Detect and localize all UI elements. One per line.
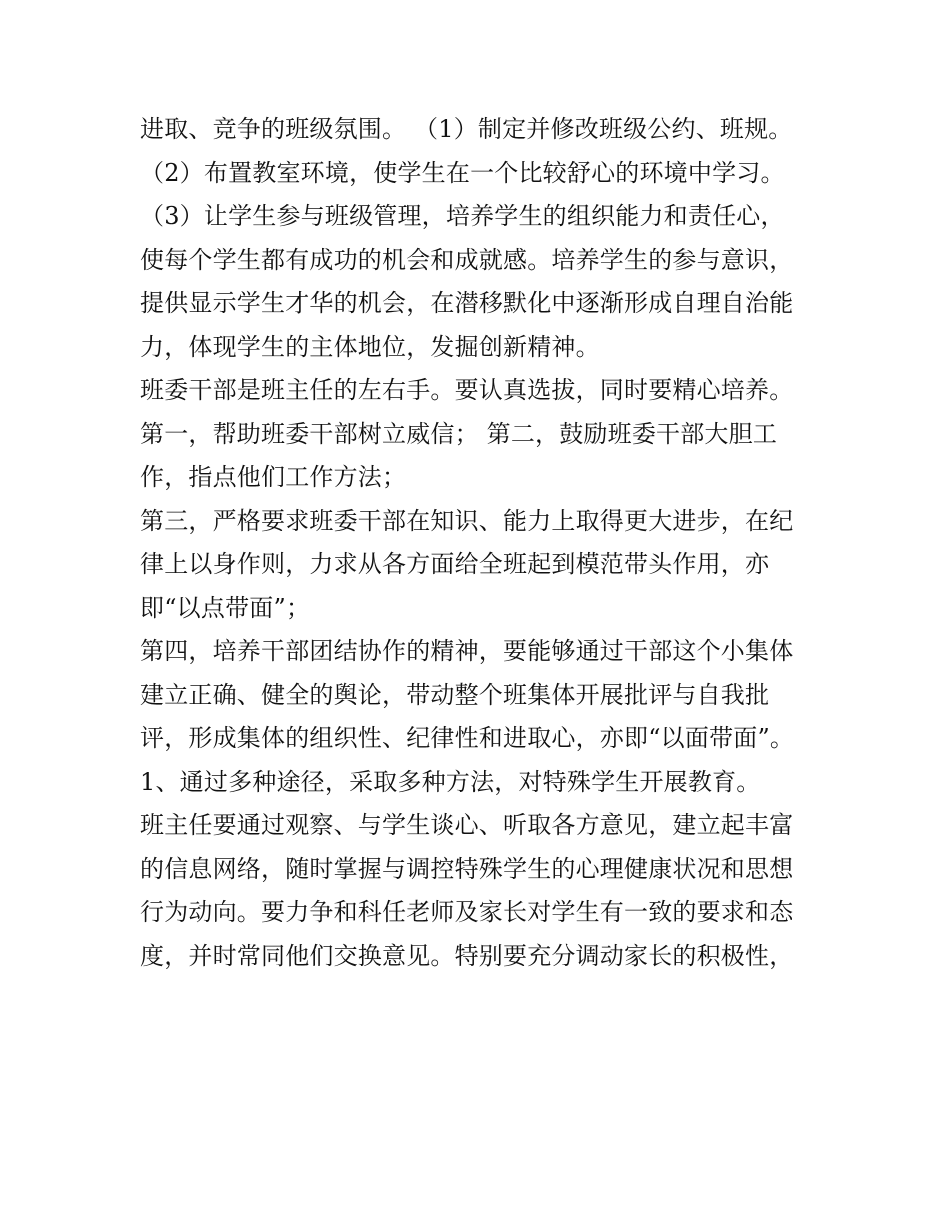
text-line: 第三，严格要求班委干部在知识、能力上取得更大进步，在纪 [140, 506, 794, 535]
text-line: 班委干部是班主任的左右手。要认真选拔，同时要精心培养。 [140, 376, 794, 404]
text-line: 第四，培养干部团结协作的精神，要能够通过干部这个小集体 [140, 637, 794, 665]
text-line: 使每个学生都有成功的机会和成就感。培养学生的参与意识， [140, 245, 794, 274]
text-line: 1、通过多种途径，采取多种方法，对特殊学生开展教育。 [140, 767, 761, 796]
text-line: 作，指点他们工作方法； [140, 463, 407, 491]
text-line: 行为动向。要力争和科任老师及家长对学生有一致的要求和态 [140, 898, 794, 926]
text-line: 评，形成集体的组织性、纪律性和进取心，亦即“以面带面”。 [140, 724, 795, 752]
text-line: 律上以身作则，力求从各方面给全班起到模范带头作用，亦 [140, 550, 770, 578]
text-line: 即“以点带面”； [140, 593, 311, 622]
text-line: 进取、竞争的班级氛围。 （1）制定并修改班级公约、班规。 [140, 115, 793, 143]
text-line: 第一，帮助班委干部树立威信； 第二，鼓励班委干部大胆工 [140, 419, 778, 448]
text-line: 班主任要通过观察、与学生谈心、听取各方意见，建立起丰富 [140, 811, 794, 839]
text-line: 度，并时常同他们交换意见。特别要充分调动家长的积极性， [140, 941, 794, 970]
text-line: 提供显示学生才华的机会，在潜移默化中逐渐形成自理自治能 [140, 289, 794, 317]
document-body [140, 108, 840, 978]
text-line: 力，体现学生的主体地位，发掘创新精神。 [140, 332, 600, 361]
text-line: （3）让学生参与班级管理，培养学生的组织能力和责任心， [140, 202, 785, 230]
text-line: 建立正确、健全的舆论，带动整个班集体开展批评与自我批 [140, 680, 770, 709]
text-line: 的信息网络，随时掌握与调控特殊学生的心理健康状况和思想 [140, 854, 794, 883]
text-line: （2）布置教室环境，使学生在一个比较舒心的环境中学习。 [140, 158, 785, 187]
